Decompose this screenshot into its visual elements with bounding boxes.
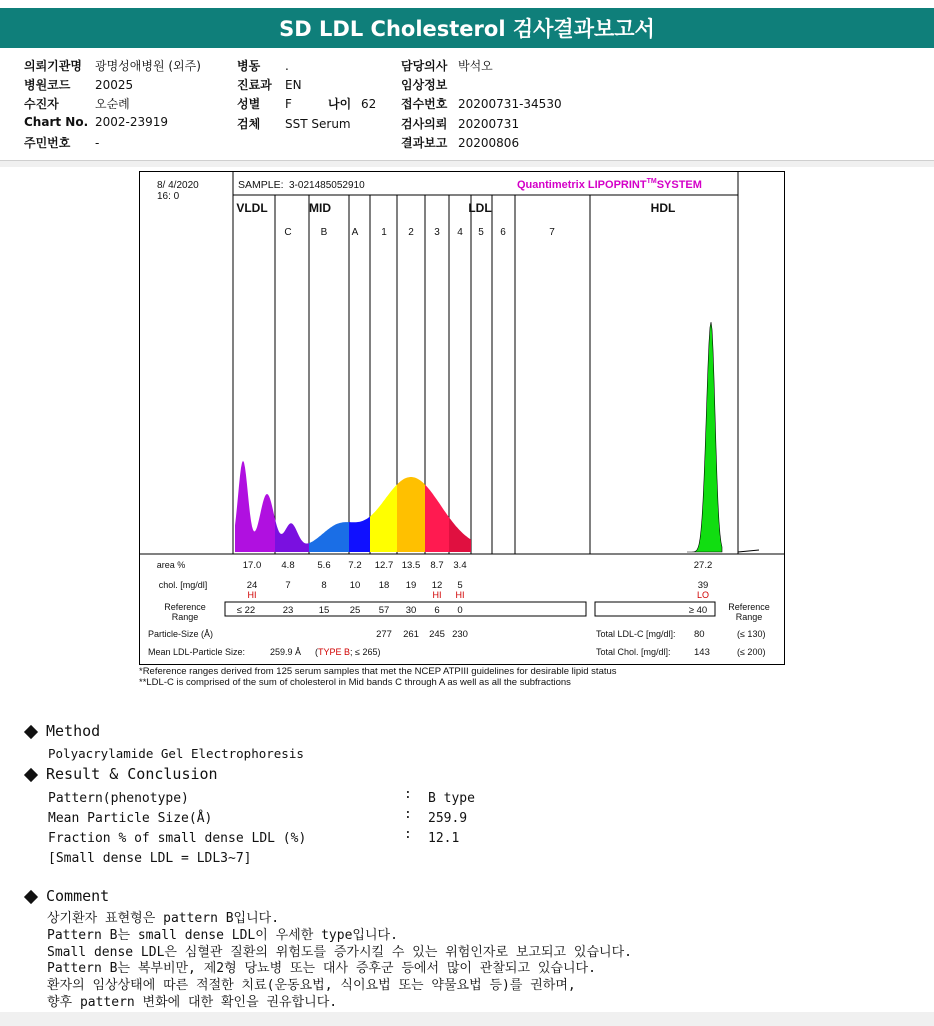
comment-line: 향후 pattern 변화에 대한 확인을 권유합니다. [47,995,338,1010]
info-age [328,95,376,112]
footnote-1: *Reference ranges derived from 125 serum samples that met the NCEP ATPIII guidelines for desirable lipid status [139,666,617,677]
total-chol-label: Total Chol. [mg/dl]: [596,647,671,657]
chol-value: 18 [378,580,390,591]
method-text: Polyacrylamide Gel Electrophoresis [48,746,304,761]
ref-value: 30 [405,605,417,616]
info-label: 접수번호 [401,97,448,111]
info-value: 광명성애병원 (외주) [95,59,201,73]
info-col2-row [237,115,351,132]
brand-logo: Quantimetrix LIPOPRINT™SYSTEM [517,178,702,191]
area-row-label: area % [156,560,186,570]
info-col1-row [24,95,130,112]
band-label: C [284,227,292,238]
ref-row-label-right: Reference [728,602,770,612]
area-value: 12.7 [374,560,394,571]
brand-tm: TM [646,178,657,185]
report-title: SD LDL Cholesterol 검사결과보고서 [0,8,934,48]
sample-label: SAMPLE: [238,179,284,191]
area-value: 17.0 [242,560,262,571]
total-ldl-label: Total LDL-C [mg/dl]: [596,629,676,639]
chol-value: 8 [321,580,327,591]
total-chol-ref: (≤ 200) [737,647,766,657]
info-col3-row [401,115,519,132]
info-value: 2002-23919 [95,115,169,129]
info-label: 임상정보 [401,78,448,92]
info-label: 진료과 [237,78,272,92]
result-colon: : [404,807,412,822]
info-label: 성별 [237,97,261,111]
band-label: B [320,227,328,238]
band-2-segment [397,477,425,552]
result-colon: : [404,827,412,842]
band-group-label: MID [309,201,331,215]
info-col1-row [24,76,133,93]
band-group-label: VLDL [236,201,268,215]
particle-size-value: 261 [403,629,419,640]
info-label: Chart No. [24,115,89,129]
info-label: 검체 [237,117,261,131]
chol-value: 7 [285,580,291,591]
info-label: 주민번호 [24,136,71,150]
particle-size-label: Particle-Size (Å) [148,629,214,639]
comment-line: Pattern B는 small dense LDL이 우세한 type입니다. [47,927,398,943]
chol-value: 12 [431,580,443,591]
mean-type [315,647,380,657]
info-col3-row [401,95,562,112]
band-label: 6 [500,227,506,238]
info-shadow [0,161,934,167]
band-label: 3 [434,227,440,238]
band-label: 1 [381,227,387,238]
info-value: 박석오 [458,59,493,73]
info-col2-row [237,76,302,93]
total-ldl-ref: (≤ 130) [737,629,766,639]
area-value: 4.8 [281,560,295,571]
result-value: 259.9 [428,811,468,826]
diamond-bullet-icon [24,889,38,903]
chol-row-label: chol. [mg/dl] [158,580,208,590]
chart-date: 8/ 4/2020 [157,180,199,191]
info-label: 검사의뢰 [401,117,448,131]
info-value: 20200731 [458,117,520,131]
type-label: TYPE B [318,647,351,657]
info-label: 담당의사 [401,59,448,73]
info-value: 20200806 [458,136,520,150]
chart-time: 16: 0 [157,191,180,202]
ref-row-label: Range [171,612,199,622]
band-label: A [351,227,359,238]
chol-value: 5 [457,580,463,591]
area-value: 8.7 [430,560,444,571]
ref-value: 23 [282,605,294,616]
chol-value: 24 [246,580,258,591]
info-label: 나이 [328,97,352,111]
info-col2-row [237,95,292,112]
ref-value: 57 [378,605,390,616]
result-label: Fraction % of small dense LDL (%) [48,831,307,846]
info-col1-row [24,57,201,74]
chol-value: 19 [405,580,417,591]
total-ldl-value: 80 [694,629,705,640]
area-value: 13.5 [401,560,421,571]
result-heading-text: Result & Conclusion [46,765,218,783]
result-colon: : [404,787,412,802]
info-value: - [95,136,100,150]
area-value: 7.2 [348,560,362,571]
info-value: F [285,97,292,111]
flag-value: LO [696,590,710,600]
comment-heading-text: Comment [46,887,110,905]
comment-heading [22,887,109,905]
particle-size-value: 230 [452,629,468,640]
total-chol-value: 143 [694,647,710,658]
info-col3-row [401,76,458,93]
comment-line: Pattern B는 복부비만, 제2형 당뇨병 또는 대사 증후군 등에서 많이 관찰되고 있습니다. [47,961,596,977]
flag-value: HI [432,590,442,600]
particle-size-value: 277 [376,629,392,640]
ref-row-label-right: Range [735,612,763,622]
ref-value: 6 [434,605,440,616]
info-col1-row [24,134,99,151]
info-label: 의뢰기관명 [24,59,82,73]
area-value: 3.4 [453,560,467,571]
info-label: 수진자 [24,97,59,111]
comment-line: 환자의 임상상태에 따른 적절한 치료(운동요법, 식이요법 또는 약물요법 등)를 권하며, [47,978,576,994]
diamond-bullet-icon [24,724,38,738]
info-col1-row [24,115,168,129]
info-value: 20200731-34530 [458,97,562,111]
chol-value: 10 [349,580,361,591]
info-label: 병동 [237,59,261,73]
result-label: Mean Particle Size(Å) [48,811,213,826]
ref-value: 25 [349,605,361,616]
result-value: 12.1 [428,831,460,846]
info-value: . [285,59,289,73]
info-label: 병원코드 [24,78,71,92]
info-value: 62 [361,97,377,111]
band-label: 7 [549,227,555,238]
brand-suffix: SYSTEM [656,179,702,191]
ref-value: ≤ 22 [236,605,256,616]
band-label: 5 [478,227,484,238]
method-heading-text: Method [46,722,101,740]
result-label: Pattern(phenotype) [48,791,189,806]
result-note: [Small dense LDL = LDL3~7] [48,851,252,866]
info-label: 결과보고 [401,136,448,150]
chol-value: 39 [697,580,709,591]
ref-value: 0 [457,605,463,616]
ref-row-label: Reference [164,602,206,612]
band-group-label: HDL [650,201,676,215]
comment-line: 상기환자 표현형은 pattern B입니다. [47,911,280,926]
mean-size-label: Mean LDL-Particle Size: [148,647,246,657]
bottom-band [0,1012,934,1026]
type-ref: ; ≤ 265) [350,647,381,657]
band-group-label: LDL [468,201,492,215]
hdl-ref-value: ≥ 40 [688,605,708,616]
info-value: 오순례 [95,97,130,111]
flag-value: HI [247,590,257,600]
lipoprint-chart [139,171,785,665]
band-label: 4 [457,227,463,238]
info-value: EN [285,78,302,92]
method-heading [22,722,100,740]
particle-size-value: 245 [429,629,445,640]
sample-id: 3-021485052910 [289,180,365,191]
info-col3-row [401,57,493,74]
ref-value: 15 [318,605,330,616]
comment-line: Small dense LDL은 심혈관 질환의 위험도를 증가시킬 수 있는 위험인자로 보고되고 있습니다. [47,944,632,960]
result-value: B type [428,791,475,806]
info-value: SST Serum [285,117,351,131]
flag-value: HI [455,590,465,600]
result-heading [22,765,218,783]
mean-size-value: 259.9 Å [270,647,302,657]
diamond-bullet-icon [24,767,38,781]
info-col3-row [401,134,519,151]
area-value: 5.6 [317,560,331,571]
footnote-2: **LDL-C is comprised of the sum of cholesterol in Mid bands C through A as well as all the subfractions [139,677,571,688]
info-value: 20025 [95,78,134,92]
band-label: 2 [408,227,414,238]
paren-open: ( [315,647,318,657]
area-value: 27.2 [693,560,713,571]
info-col2-row [237,57,289,74]
